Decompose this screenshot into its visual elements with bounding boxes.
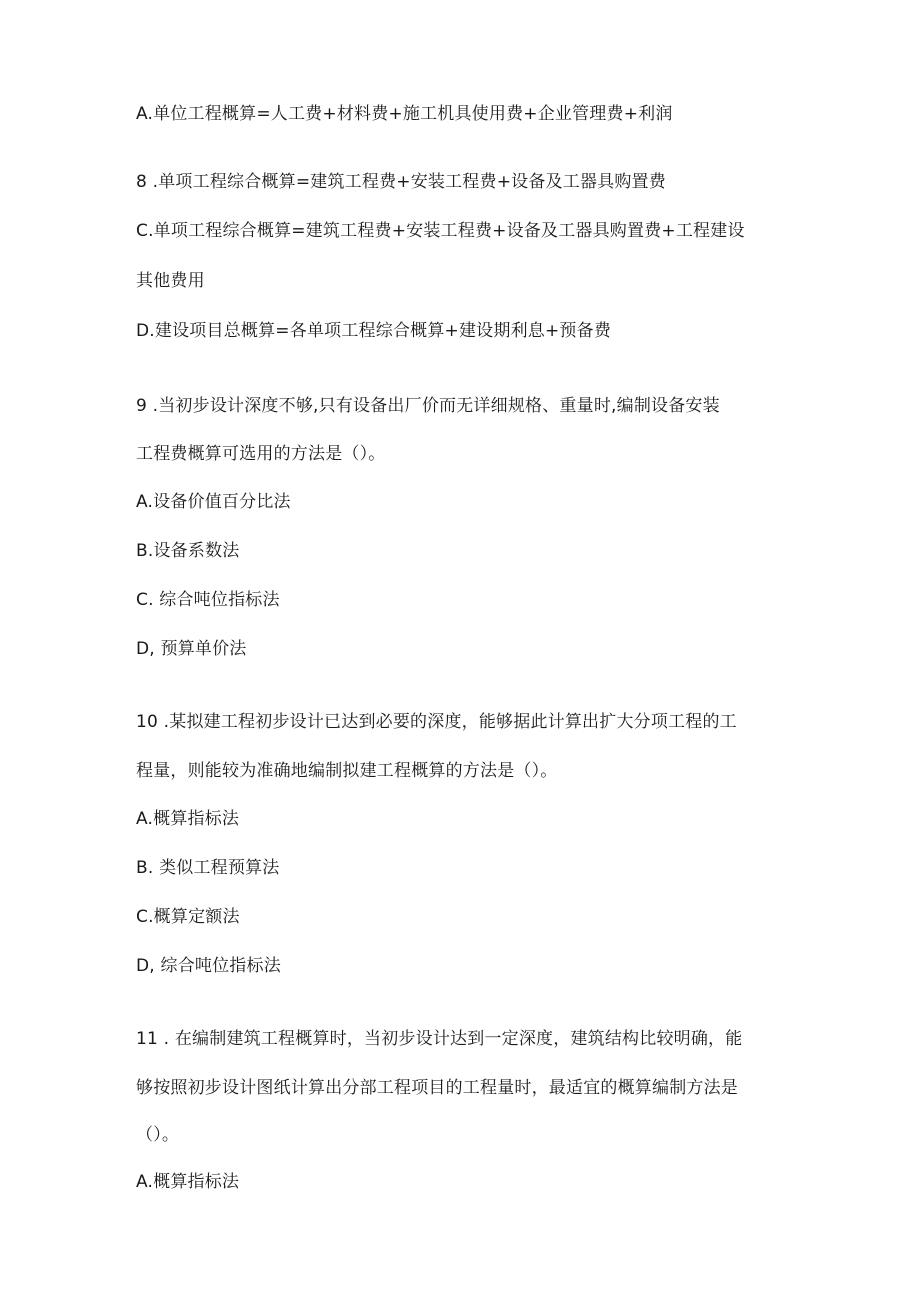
question-10-option-c: C.概算定额法 xyxy=(136,907,240,927)
option-c-single-item-estimate: C.单项工程综合概算=建筑工程费+安装工程费+设备及工器具购置费+工程建设 xyxy=(136,221,745,241)
question-10-text: 10 .某拟建工程初步设计已达到必要的深度，能够据此计算出扩大分项工程的工 xyxy=(136,712,737,732)
question-11-continuation-1: 够按照初步设计图纸计算出分部工程项目的工程量时，最适宜的概算编制方法是 xyxy=(136,1078,738,1098)
question-9-text: 9 .当初步设计深度不够,只有设备出厂价而无详细规格、重量时,编制设备安装 xyxy=(136,396,720,416)
question-11-continuation-2: （）。 xyxy=(136,1125,180,1145)
question-9-option-b: B.设备系数法 xyxy=(136,541,240,561)
option-d-total-estimate: D.建设项目总概算=各单项工程综合概算+建设期利息+预备费 xyxy=(136,321,612,341)
question-10-option-a: A.概算指标法 xyxy=(136,809,240,829)
question-11-text: 11 . 在编制建筑工程概算时，当初步设计达到一定深度，建筑结构比较明确，能 xyxy=(136,1029,743,1049)
question-9-option-d: D, 预算单价法 xyxy=(136,639,247,659)
option-a-unit-estimate: A.单位工程概算=人工费+材料费+施工机具使用费+企业管理费+利润 xyxy=(136,104,673,124)
option-b-single-item-estimate: 8 .单项工程综合概算=建筑工程费+安装工程费+设备及工器具购置费 xyxy=(136,172,666,192)
question-9-continuation: 工程费概算可选用的方法是（）。 xyxy=(136,444,386,464)
question-10-continuation: 程量，则能较为准确地编制拟建工程概算的方法是（）。 xyxy=(136,761,558,781)
question-11-option-a: A.概算指标法 xyxy=(136,1172,240,1192)
question-10-option-b: B. 类似工程预算法 xyxy=(136,858,280,878)
question-10-option-d: D, 综合吨位指标法 xyxy=(136,956,281,976)
question-9-option-c: C. 综合吨位指标法 xyxy=(136,590,280,610)
question-9-option-a: A.设备价值百分比法 xyxy=(136,492,291,512)
option-c-continuation: 其他费用 xyxy=(136,271,205,291)
